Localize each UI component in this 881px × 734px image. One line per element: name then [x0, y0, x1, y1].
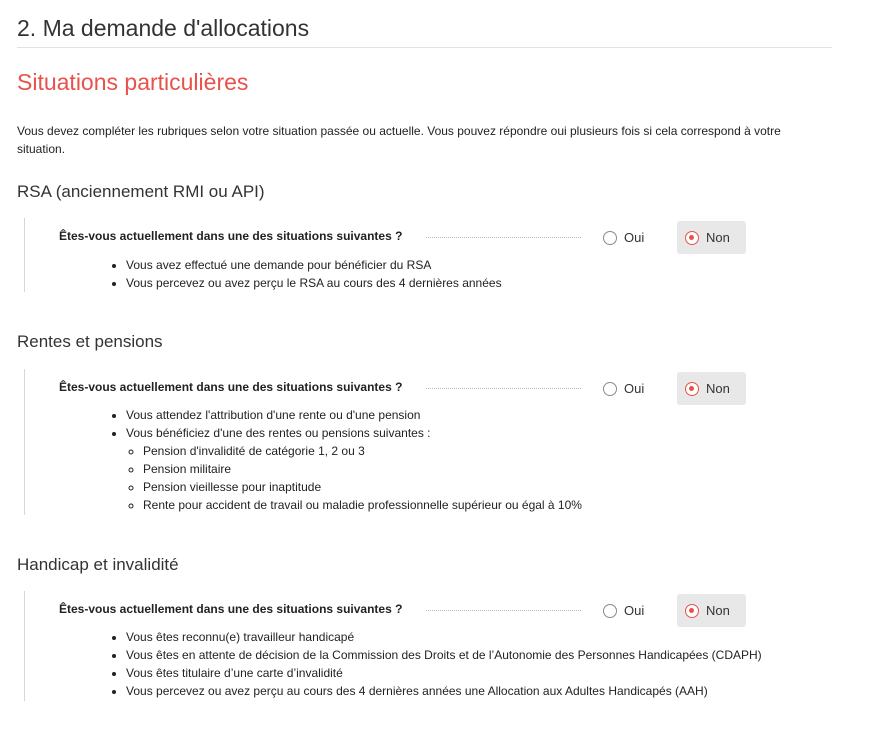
- radio-label-non: Non: [706, 230, 730, 245]
- intro-text: Vous devez compléter les rubriques selon votre situation passée ou actuelle. Vous pouvez répondre oui plusieurs fois si cela correspond à votre situation.: [17, 124, 781, 156]
- question-row: [25, 218, 825, 254]
- question-row: [25, 369, 825, 405]
- list-item: • Vous percevez ou avez perçu au cours des 4 dernières années une Allocation aux Adultes Handicapés (AAH): [126, 682, 825, 700]
- block-title-rentes: Rentes et pensions: [17, 332, 163, 351]
- dotted-leader: [426, 610, 581, 611]
- block-title-rsa: RSA (anciennement RMI ou API): [17, 182, 265, 201]
- question-block-rsa: [24, 218, 825, 292]
- radio-label-non: Non: [706, 603, 730, 618]
- sub-list-item: ◦ Pension vieillesse pour inaptitude: [143, 478, 825, 496]
- radio-oui-rsa[interactable]: [595, 221, 659, 254]
- section-heading: Situations particulières: [17, 69, 249, 95]
- list-item: • Vous êtes reconnu(e) travailleur handicapé: [126, 628, 825, 646]
- sub-list-item: ◦ Rente pour accident de travail ou maladie professionnelle supérieur ou égal à 10%: [143, 496, 825, 514]
- pension-sublist: [126, 442, 825, 514]
- list-item: • Vous avez effectué une demande pour bénéficier du RSA: [126, 256, 825, 274]
- question-row: [25, 591, 825, 627]
- sub-list-item: ◦ Pension d'invalidité de catégorie 1, 2 ou 3: [143, 442, 825, 460]
- question-text: Êtes-vous actuellement dans une des situations suivantes ?: [59, 380, 403, 394]
- question-text: Êtes-vous actuellement dans une des situations suivantes ?: [59, 229, 403, 243]
- list-item: • Vous êtes en attente de décision de la Commission des Droits et de l’Autonomie des Personnes Handicapées (CDAPH): [126, 646, 825, 664]
- situation-list: [25, 256, 825, 292]
- list-item: • Vous percevez ou avez perçu le RSA au cours des 4 dernières années: [126, 274, 825, 292]
- list-item: • Vous êtes titulaire d’une carte d’invalidité: [126, 664, 825, 682]
- radio-label-non: Non: [706, 381, 730, 396]
- radio-circle-icon[interactable]: [603, 382, 617, 396]
- sub-list-item: ◦ Pension militaire: [143, 460, 825, 478]
- radio-checked-icon[interactable]: [685, 231, 699, 245]
- page-title: 2. Ma demande d'allocations: [17, 0, 832, 48]
- list-item-text: Vous bénéficiez d'une des rentes ou pensions suivantes :: [126, 426, 431, 440]
- form-page: [17, 0, 832, 698]
- radio-label-oui: Oui: [624, 230, 645, 245]
- radio-oui-rentes[interactable]: [595, 372, 659, 405]
- radio-non-rentes[interactable]: [677, 372, 746, 405]
- radio-label-oui: Oui: [624, 381, 645, 396]
- block-title-handicap: Handicap et invalidité: [17, 555, 179, 574]
- question-text: Êtes-vous actuellement dans une des situations suivantes ?: [59, 602, 403, 616]
- radio-oui-handicap[interactable]: [595, 594, 659, 627]
- situation-list: [25, 628, 825, 700]
- radio-circle-icon[interactable]: [603, 604, 617, 618]
- question-block-rentes: [24, 369, 825, 515]
- radio-checked-icon[interactable]: [685, 604, 699, 618]
- dotted-leader: [426, 237, 581, 238]
- question-block-handicap: [24, 591, 825, 701]
- radio-circle-icon[interactable]: [603, 231, 617, 245]
- radio-checked-icon[interactable]: [685, 382, 699, 396]
- radio-label-oui: Oui: [624, 603, 645, 618]
- situation-list: [25, 406, 825, 514]
- list-item: • Vous attendez l'attribution d'une rente ou d'une pension: [126, 406, 825, 424]
- list-item: [126, 424, 825, 514]
- radio-non-rsa[interactable]: [677, 221, 746, 254]
- dotted-leader: [426, 388, 581, 389]
- radio-non-handicap[interactable]: [677, 594, 746, 627]
